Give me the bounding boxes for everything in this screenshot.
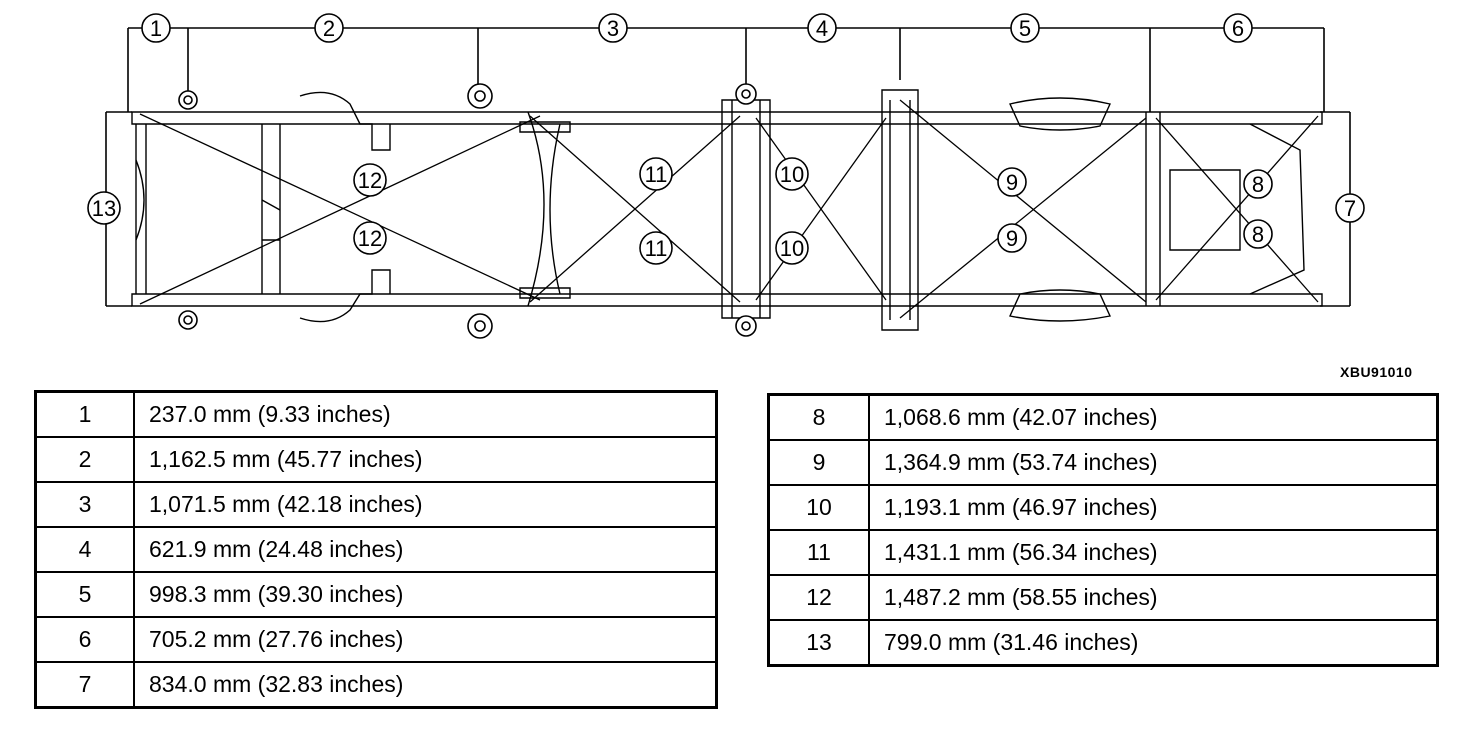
callout-12-lower <box>354 222 386 254</box>
table-row <box>769 485 1438 530</box>
callout-4 <box>808 14 836 42</box>
row-value: 705.2 mm (27.76 inches) <box>134 617 717 662</box>
row-value: 1,487.2 mm (58.55 inches) <box>869 575 1438 620</box>
callout-5 <box>1011 14 1039 42</box>
row-number: 12 <box>769 575 870 620</box>
svg-text:8: 8 <box>1251 172 1265 197</box>
svg-text:4: 4 <box>815 16 829 41</box>
svg-text:9: 9 <box>1005 170 1019 195</box>
row-value: 1,071.5 mm (42.18 inches) <box>134 482 717 527</box>
dimensions-table-left <box>34 390 718 709</box>
table-row <box>769 530 1438 575</box>
row-number: 11 <box>769 530 870 575</box>
svg-text:12: 12 <box>357 226 383 251</box>
row-number: 4 <box>36 527 135 572</box>
svg-text:3: 3 <box>606 16 620 41</box>
svg-text:5: 5 <box>1018 16 1032 41</box>
row-value: 1,193.1 mm (46.97 inches) <box>869 485 1438 530</box>
row-number: 3 <box>36 482 135 527</box>
svg-text:7: 7 <box>1343 196 1357 221</box>
row-value: 799.0 mm (31.46 inches) <box>869 620 1438 666</box>
table-row <box>36 392 717 438</box>
callout-9-upper <box>998 168 1026 196</box>
frame-dimension-diagram <box>0 0 1472 360</box>
svg-text:12: 12 <box>357 168 383 193</box>
row-value: 237.0 mm (9.33 inches) <box>134 392 717 438</box>
callout-13 <box>88 192 120 224</box>
table-row <box>769 575 1438 620</box>
callout-12-upper <box>354 164 386 196</box>
callout-10-upper <box>776 158 808 190</box>
row-value: 1,068.6 mm (42.07 inches) <box>869 395 1438 441</box>
callout-10-lower <box>776 232 808 264</box>
callout-2 <box>315 14 343 42</box>
figure-id: XBU91010 <box>1340 364 1413 380</box>
callout-11-lower <box>640 232 672 264</box>
table-row <box>36 662 717 708</box>
row-number: 7 <box>36 662 135 708</box>
callout-6 <box>1224 14 1252 42</box>
row-value: 834.0 mm (32.83 inches) <box>134 662 717 708</box>
svg-text:13: 13 <box>91 196 117 221</box>
row-number: 8 <box>769 395 870 441</box>
row-number: 6 <box>36 617 135 662</box>
row-value: 998.3 mm (39.30 inches) <box>134 572 717 617</box>
svg-text:11: 11 <box>644 162 668 187</box>
svg-text:10: 10 <box>779 162 805 187</box>
callout-8-lower <box>1244 220 1272 248</box>
callout-11-upper <box>640 158 672 190</box>
svg-text:11: 11 <box>644 236 668 261</box>
table-row <box>36 617 717 662</box>
row-value: 1,364.9 mm (53.74 inches) <box>869 440 1438 485</box>
row-value: 621.9 mm (24.48 inches) <box>134 527 717 572</box>
svg-text:10: 10 <box>779 236 805 261</box>
svg-text:2: 2 <box>322 16 336 41</box>
table-row <box>36 527 717 572</box>
table-row <box>36 572 717 617</box>
dimensions-table-right <box>767 393 1439 667</box>
callout-3 <box>599 14 627 42</box>
row-value: 1,431.1 mm (56.34 inches) <box>869 530 1438 575</box>
row-number: 9 <box>769 440 870 485</box>
row-value: 1,162.5 mm (45.77 inches) <box>134 437 717 482</box>
callout-1 <box>142 14 170 42</box>
table-row <box>769 395 1438 441</box>
table-row <box>36 482 717 527</box>
svg-text:8: 8 <box>1251 222 1265 247</box>
row-number: 1 <box>36 392 135 438</box>
table-row <box>769 620 1438 666</box>
table-row <box>769 440 1438 485</box>
row-number: 13 <box>769 620 870 666</box>
table-row <box>36 437 717 482</box>
callout-7 <box>1336 194 1364 222</box>
callout-8-upper <box>1244 170 1272 198</box>
svg-text:1: 1 <box>149 16 163 41</box>
row-number: 10 <box>769 485 870 530</box>
svg-text:9: 9 <box>1005 226 1019 251</box>
svg-text:6: 6 <box>1231 16 1245 41</box>
row-number: 5 <box>36 572 135 617</box>
callout-9-lower <box>998 224 1026 252</box>
row-number: 2 <box>36 437 135 482</box>
